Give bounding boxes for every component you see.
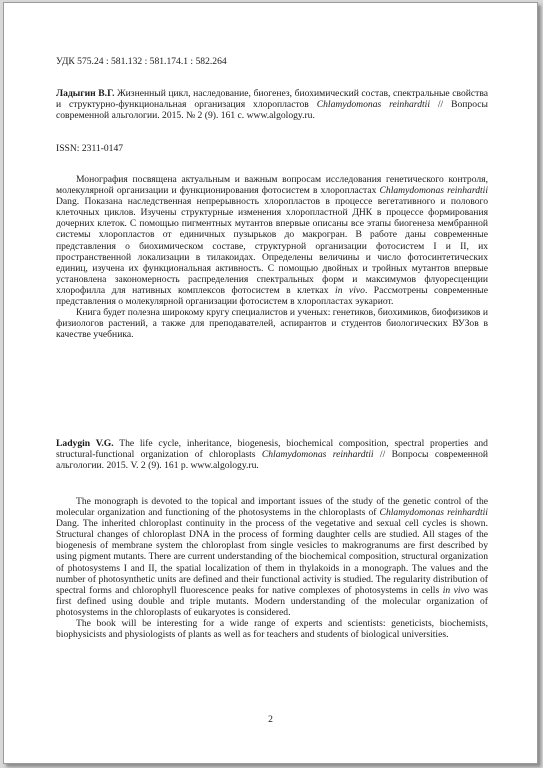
ru-title-post: // Вопросы современной альгологии. 2015. № 2 (9). 161 с. www.algology.ru. <box>56 99 488 122</box>
ru-abstract-p2: Книга будет полезна широкому кругу специалистов и ученых: генетиков, биохимиков, биофизиков и физиологов растений, а также для преподавателей, аспирантов и студентов биологических ВУЗов в качестве учебника. <box>56 307 488 341</box>
en-citation <box>56 438 488 471</box>
en-abstract-p1: The monograph is devoted to the topical and important issues of the study of the genetic control of the molecular organization and functioning of the photosystems in the chloroplasts of Chlamydomonas reinhardtii Dang. The inherited chloroplast continuity in the process of the vegetative and sexual cell cycles is shown. Structural changes of chloroplast DNA in the process of forming daughter cells are studied. All stages of the biogenesis of membrane system the chloroplast from single vesicles to makrogranums are first described by using pigment mutants. There are current understanding of the biochemical composition, structural organization of photosystems I and II, the spatial localization of them in thylakoids in a monograph. The values and the number of photosynthetic units are defined and their functional activity is studied. The regularity distribution of spectral forms and chlorophyll fluorescence peaks for native complexes of photosystems in cells in vivo was first defined using double and triple mutants. Modern understanding of the molecular organization of photosystems in the chloroplasts of eukaryotes is considered. <box>56 496 489 618</box>
en-species: Chlamydomonas reinhardtii <box>261 449 374 461</box>
ru-abstract <box>56 174 488 340</box>
page-number: 2 <box>268 714 273 725</box>
issn-line: ISSN: 2311-0147 <box>56 143 124 154</box>
ru-title-pre: Жизненный цикл, наследование, биогенез, биохимический состав, спектральные свойства и структурно-функциональная организация хлоропластов <box>56 88 488 111</box>
udk-line: УДК 575.24 : 581.132 : 581.174.1 : 582.264 <box>56 56 227 67</box>
en-abstract-invivo: in vivo <box>442 584 470 596</box>
ru-abstract-invivo: in vivo <box>335 284 365 296</box>
ru-abstract-species: Chlamydomonas reinhardtii <box>379 185 488 197</box>
en-abstract <box>56 496 488 640</box>
en-author: Ladygin V.G. <box>56 438 114 449</box>
ru-author: Ладыгин В.Г. <box>56 88 115 99</box>
ru-abstract-p1: Монография посвящена актуальным и важным вопросам исследования генетического контроля, молекулярной организации и функционирования фотосистем в хлоропластах Chlamydomonas reinhardtii Dang. Показана наследственная непрерывность хлоропластов в процессе вегетативного и полового клеточных циклов. Изучены структурные изменения хлоропластной ДНК в процессе формирования дочерних клеток. С помощью пигментных мутантов впервые описаны все этапы биогенеза мембранной системы хлоропластов от единичных пузырьков до макрогран. В работе даны современные представления о биохимическом составе, структурной организации фотосистем I и II, их пространственной локализации в тилакоидах. Определены величины и число фотосинтетических единиц, изучена их функциональная активность. С помощью двойных и тройных мутантов впервые установлена закономерность распределения спектральных форм и максимумов флуоресценции хлорофилла для нативных комплексов фотосистем в клетках in vivo. Рассмотрены современные представления о молекулярной организации фотосистем в хлоропластах эукариот. <box>56 174 488 308</box>
document-page <box>3 2 538 764</box>
en-abstract-p2: The book will be interesting for a wide range of experts and scientists: geneticists, biochemists, biophysicists and physiologists of plants as well as for teachers and students of biological universities. <box>56 618 488 641</box>
en-abstract-species: Chlamydomonas reinhardtii <box>379 507 488 519</box>
ru-citation <box>56 88 488 121</box>
en-title-pre: The life cycle, inheritance, biogenesis, biochemical composition, spectral properties and structural-functional organization of chloroplasts <box>56 438 488 461</box>
ru-species: Chlamydomonas reinhardtii <box>316 99 430 111</box>
en-title-post: // Вопросы современной альгологии. 2015. V. 2 (9). 161 p. www.algology.ru. <box>56 449 488 472</box>
